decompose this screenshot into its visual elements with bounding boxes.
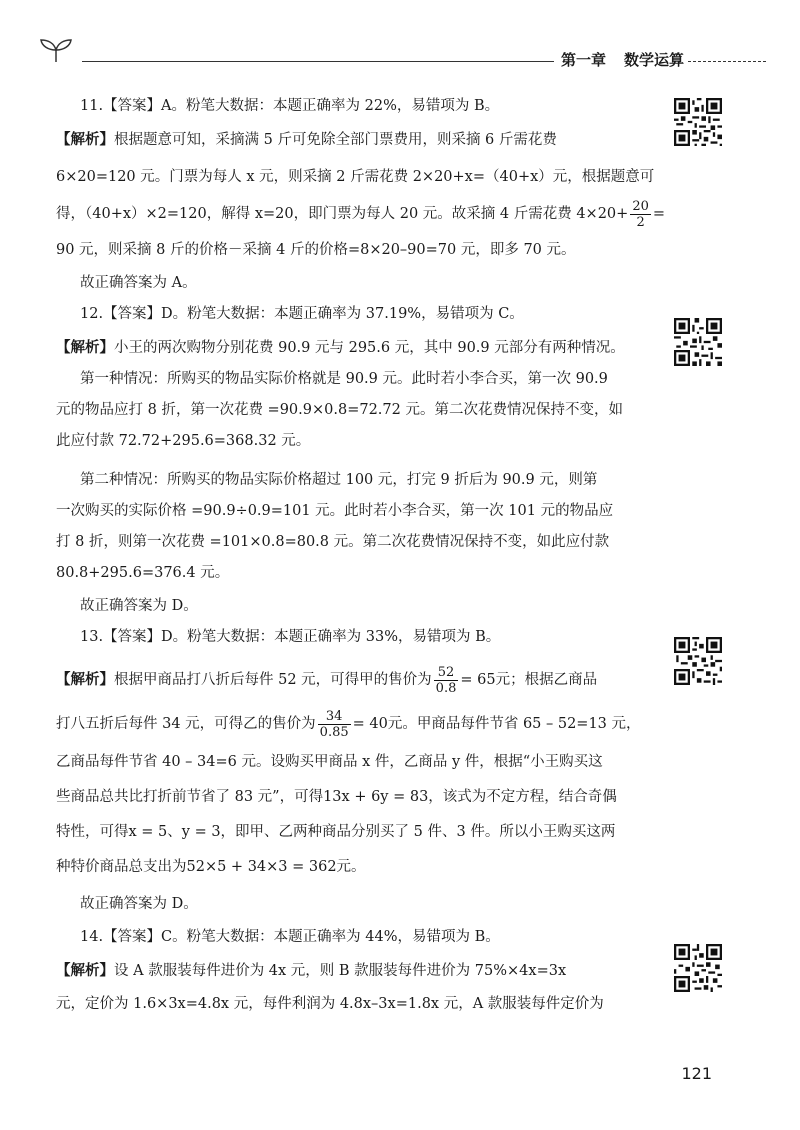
analysis-tag: 【解析】 (56, 962, 114, 979)
analysis-tag: 【解析】 (56, 339, 114, 356)
chapter-title: 数学运算 (623, 51, 684, 69)
q13-text-1b: = 65元；根据乙商品 (460, 672, 598, 688)
q13-text-2 (56, 704, 646, 744)
q11-text-3a: 得，（40+x）×2=120，解得 x=20，即门票为每人 20 元。故采摘 4 斤需花费 4×20+ (56, 206, 629, 222)
q13-text-6: 种特价商品总支出为52×5 + 34×3 = 362元。 (56, 859, 366, 875)
q12-conclusion: 故正确答案为 D。 (80, 598, 198, 614)
q13-text-2a: 打八五折后每件 34 元，可得乙的售价为 (56, 716, 316, 732)
q11-answer-line: 11.【答案】A。粉笔大数据：本题正确率为 22%，易错项为 B。 (80, 98, 500, 114)
q11-conclusion: 故正确答案为 A。 (80, 275, 197, 291)
q14-text-2: 元，定价为 1.6×3x=4.8x 元，每件利润为 4.8x–3x=1.8x 元，A 款服装每件定价为 (56, 996, 604, 1012)
q12-case1-line-2: 元的物品应打 8 折，第一次花费 =90.9×0.8=72.72 元。第二次花费情况保持不变，如 (56, 402, 623, 418)
q13-text-1a: 根据甲商品打八折后每件 52 元，可得甲的售价为 (114, 672, 432, 688)
q11-text-3b: = (652, 206, 666, 222)
q12-case1-line-3: 此应付款 72.72+295.6=368.32 元。 (56, 433, 311, 449)
q13-conclusion: 故正确答案为 D。 (80, 896, 198, 912)
q11-text-2: 6×20=120 元。门票为每人 x 元，则采摘 2 斤需花费 2×20+x=（40+x）元，根据题意可 (56, 169, 655, 185)
answer-explanations (56, 94, 666, 1017)
q12-case2-line-4: 80.8+295.6=376.4 元。 (56, 565, 230, 581)
qr-code-icon[interactable] (674, 318, 722, 366)
q12-case2-line-2: 一次购买的实际价格 =90.9÷0.9=101 元。此时若小李合买，第一次 101 元的物品应 (56, 503, 614, 519)
chapter-number: 第一章 (560, 51, 606, 69)
page-number: 121 (681, 1064, 712, 1083)
qr-code-icon[interactable] (674, 637, 722, 685)
q12-answer-line: 12.【答案】D。粉笔大数据：本题正确率为 37.19%，易错项为 C。 (80, 306, 524, 322)
q14-text-1: 设 A 款服装每件进价为 4x 元，则 B 款服装每件进价为 75%×4x=3x (114, 963, 567, 979)
header-dashed-rule (688, 61, 766, 62)
q12-case1-line-1: 第一种情况：所购买的物品实际价格就是 90.9 元。此时若小李合买，第一次 90.9 (80, 371, 608, 387)
q13-fraction-1-denominator: 0.8 (435, 680, 457, 696)
q13-fraction-1 (434, 665, 459, 696)
leaf-sprout-icon (38, 38, 74, 64)
q11-fraction-numerator: 20 (632, 198, 649, 214)
analysis-tag: 【解析】 (56, 671, 114, 688)
analysis-tag: 【解析】 (56, 131, 114, 148)
qr-code-icon[interactable] (674, 98, 722, 146)
q13-analysis-line (56, 660, 646, 700)
q13-fraction-2-denominator: 0.85 (319, 724, 349, 740)
page-header (34, 36, 766, 76)
q13-text-2b: = 40元。甲商品每件节省 65 – 52=13 元， (352, 716, 641, 732)
chapter-heading (561, 49, 684, 70)
q11-fraction (630, 199, 651, 230)
q11-text-1: 根据题意可知，采摘满 5 斤可免除全部门票费用，则采摘 6 斤需花费 (114, 132, 557, 148)
q13-fraction-2 (318, 709, 351, 740)
qr-code-icon[interactable] (674, 944, 722, 992)
q13-text-5: 特性，可得x = 5、y = 3，即甲、乙两种商品分别买了 5 件、3 件。所以小王购买这两 (56, 824, 616, 840)
q12-case2-line-1: 第二种情况：所购买的物品实际价格超过 100 元，打完 9 折后为 90.9 元，则第 (80, 472, 598, 488)
q13-text-3: 乙商品每件节省 40 – 34=6 元。设购买甲商品 x 件，乙商品 y 件，根据“小王购买这 (56, 754, 603, 770)
q11-analysis-line (56, 127, 646, 153)
q11-text-3 (56, 194, 666, 234)
q13-fraction-2-numerator: 34 (318, 709, 351, 725)
q11-text-4: 90 元，则采摘 8 斤的价格－采摘 4 斤的价格=8×20–90=70 元，即多 70 元。 (56, 242, 576, 258)
q14-analysis-line (56, 958, 646, 984)
q12-case2-line-3: 打 8 折，则第一次花费 =101×0.8=80.8 元。第二次花费情况保持不变，如此应付款 (56, 534, 610, 550)
q13-text-4: 些商品总共比打折前节省了 83 元”，可得13x + 6y = 83，该式为不定方程，结合奇偶 (56, 789, 617, 805)
q13-fraction-1-numerator: 52 (434, 665, 459, 681)
q12-analysis-line (56, 335, 646, 361)
q13-answer-line: 13.【答案】D。粉笔大数据：本题正确率为 33%，易错项为 B。 (80, 629, 501, 645)
q14-answer-line: 14.【答案】C。粉笔大数据：本题正确率为 44%，易错项为 B。 (80, 929, 500, 945)
header-rule (82, 61, 554, 62)
q11-fraction-denominator: 2 (636, 214, 645, 230)
q12-text-1: 小王的两次购物分别花费 90.9 元与 295.6 元，其中 90.9 元部分有两种情况。 (114, 340, 625, 356)
